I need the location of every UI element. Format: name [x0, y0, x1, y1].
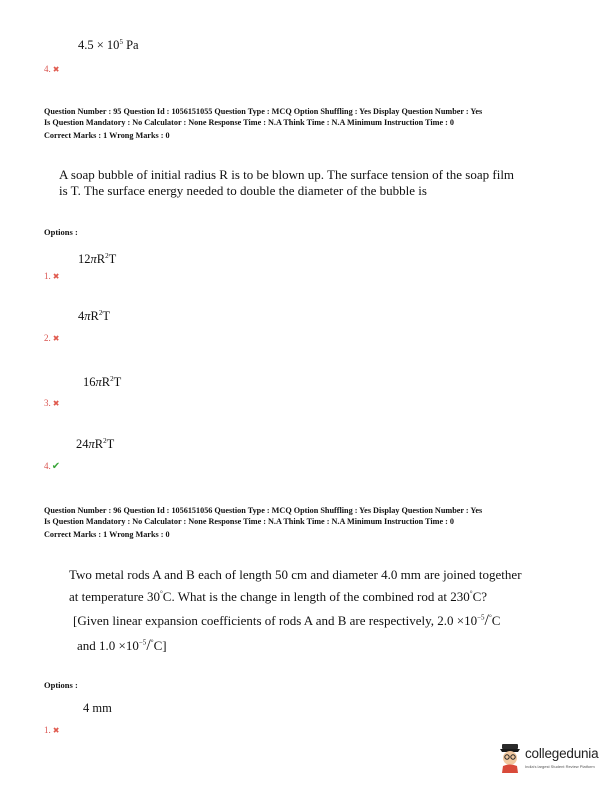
logo-name: collegedunia: [525, 746, 599, 761]
prev-option-text: $4.5 \times 10^5$ Pa: [78, 37, 139, 52]
collegedunia-logo: [497, 742, 605, 778]
q96-text-line-4: and $1.0 \times 10^{-5}/^\circ C$]: [77, 637, 167, 654]
q96-meta-line-3: Correct Marks : 1 Wrong Marks : 0: [44, 530, 170, 539]
cross-icon: ✖: [52, 272, 60, 281]
q95-meta-line-2: Is Question Mandatory : No Calculator : None Response Time : N.A Think Time : N.A Minimum Instruction Time : 0: [44, 118, 455, 127]
q95-options-label: Options :: [44, 227, 78, 237]
q95-option-2-number: 2. ✖: [44, 333, 60, 343]
q95-text-line-1: A soap bubble of initial radius R is to be blown up. The surface tension of the soap film: [59, 167, 515, 182]
check-icon: ✔: [51, 461, 61, 472]
q95-option-1-number: 1. ✖: [44, 271, 60, 281]
q96-text-line-1: Two metal rods A and B each of length 50 cm and diameter 4.0 mm are joined together: [69, 567, 522, 582]
q95-option-3-text: $16\pi R^2T$: [83, 374, 122, 389]
q95-text-line-2: is T. The surface energy needed to double the diameter of the bubble is: [59, 183, 427, 198]
cross-icon: ✖: [52, 399, 60, 408]
q96-text-line-2: at temperature 30°C. What is the change in length of the combined rod at 230°C?: [69, 589, 488, 604]
q96-option-1-number: 1. ✖: [44, 725, 60, 735]
q95-option-1-text: $12\pi R^2T$: [78, 251, 117, 266]
q96-meta-line-2: Is Question Mandatory : No Calculator : None Response Time : N.A Think Time : N.A Minimum Instruction Time : 0: [44, 517, 455, 526]
q96-meta-line-1: Question Number : 96 Question Id : 1056151056 Question Type : MCQ Option Shuffling : Yes Display Question Number : Yes: [44, 506, 483, 515]
cross-icon: ✖: [52, 334, 60, 343]
cross-icon: ✖: [52, 65, 60, 74]
q95-option-4-text: $24\pi R^2T$: [76, 436, 115, 451]
q95-option-3-number: 3. ✖: [44, 398, 60, 408]
mascot-icon: [497, 742, 523, 774]
q95-option-2-text: $4\pi R^2T$: [78, 308, 110, 323]
q95-meta-line-3: Correct Marks : 1 Wrong Marks : 0: [44, 131, 170, 140]
q95-meta-line-1: Question Number : 95 Question Id : 1056151055 Question Type : MCQ Option Shuffling : Yes Display Question Number : Yes: [44, 107, 483, 116]
logo-tagline: India's largest Student Review Platform: [525, 764, 595, 769]
q96-text-line-3: [Given linear expansion coefficients of rods A and B are respectively, $2.0 \times 10^{-5}/^\circ C$: [73, 612, 501, 629]
prev-option-number: 4. ✖: [44, 64, 60, 74]
q95-option-4-number: 4.✔: [44, 461, 61, 472]
cross-icon: ✖: [52, 726, 60, 735]
q96-options-label: Options :: [44, 680, 78, 690]
q96-option-1-text: 4 mm: [83, 701, 112, 715]
